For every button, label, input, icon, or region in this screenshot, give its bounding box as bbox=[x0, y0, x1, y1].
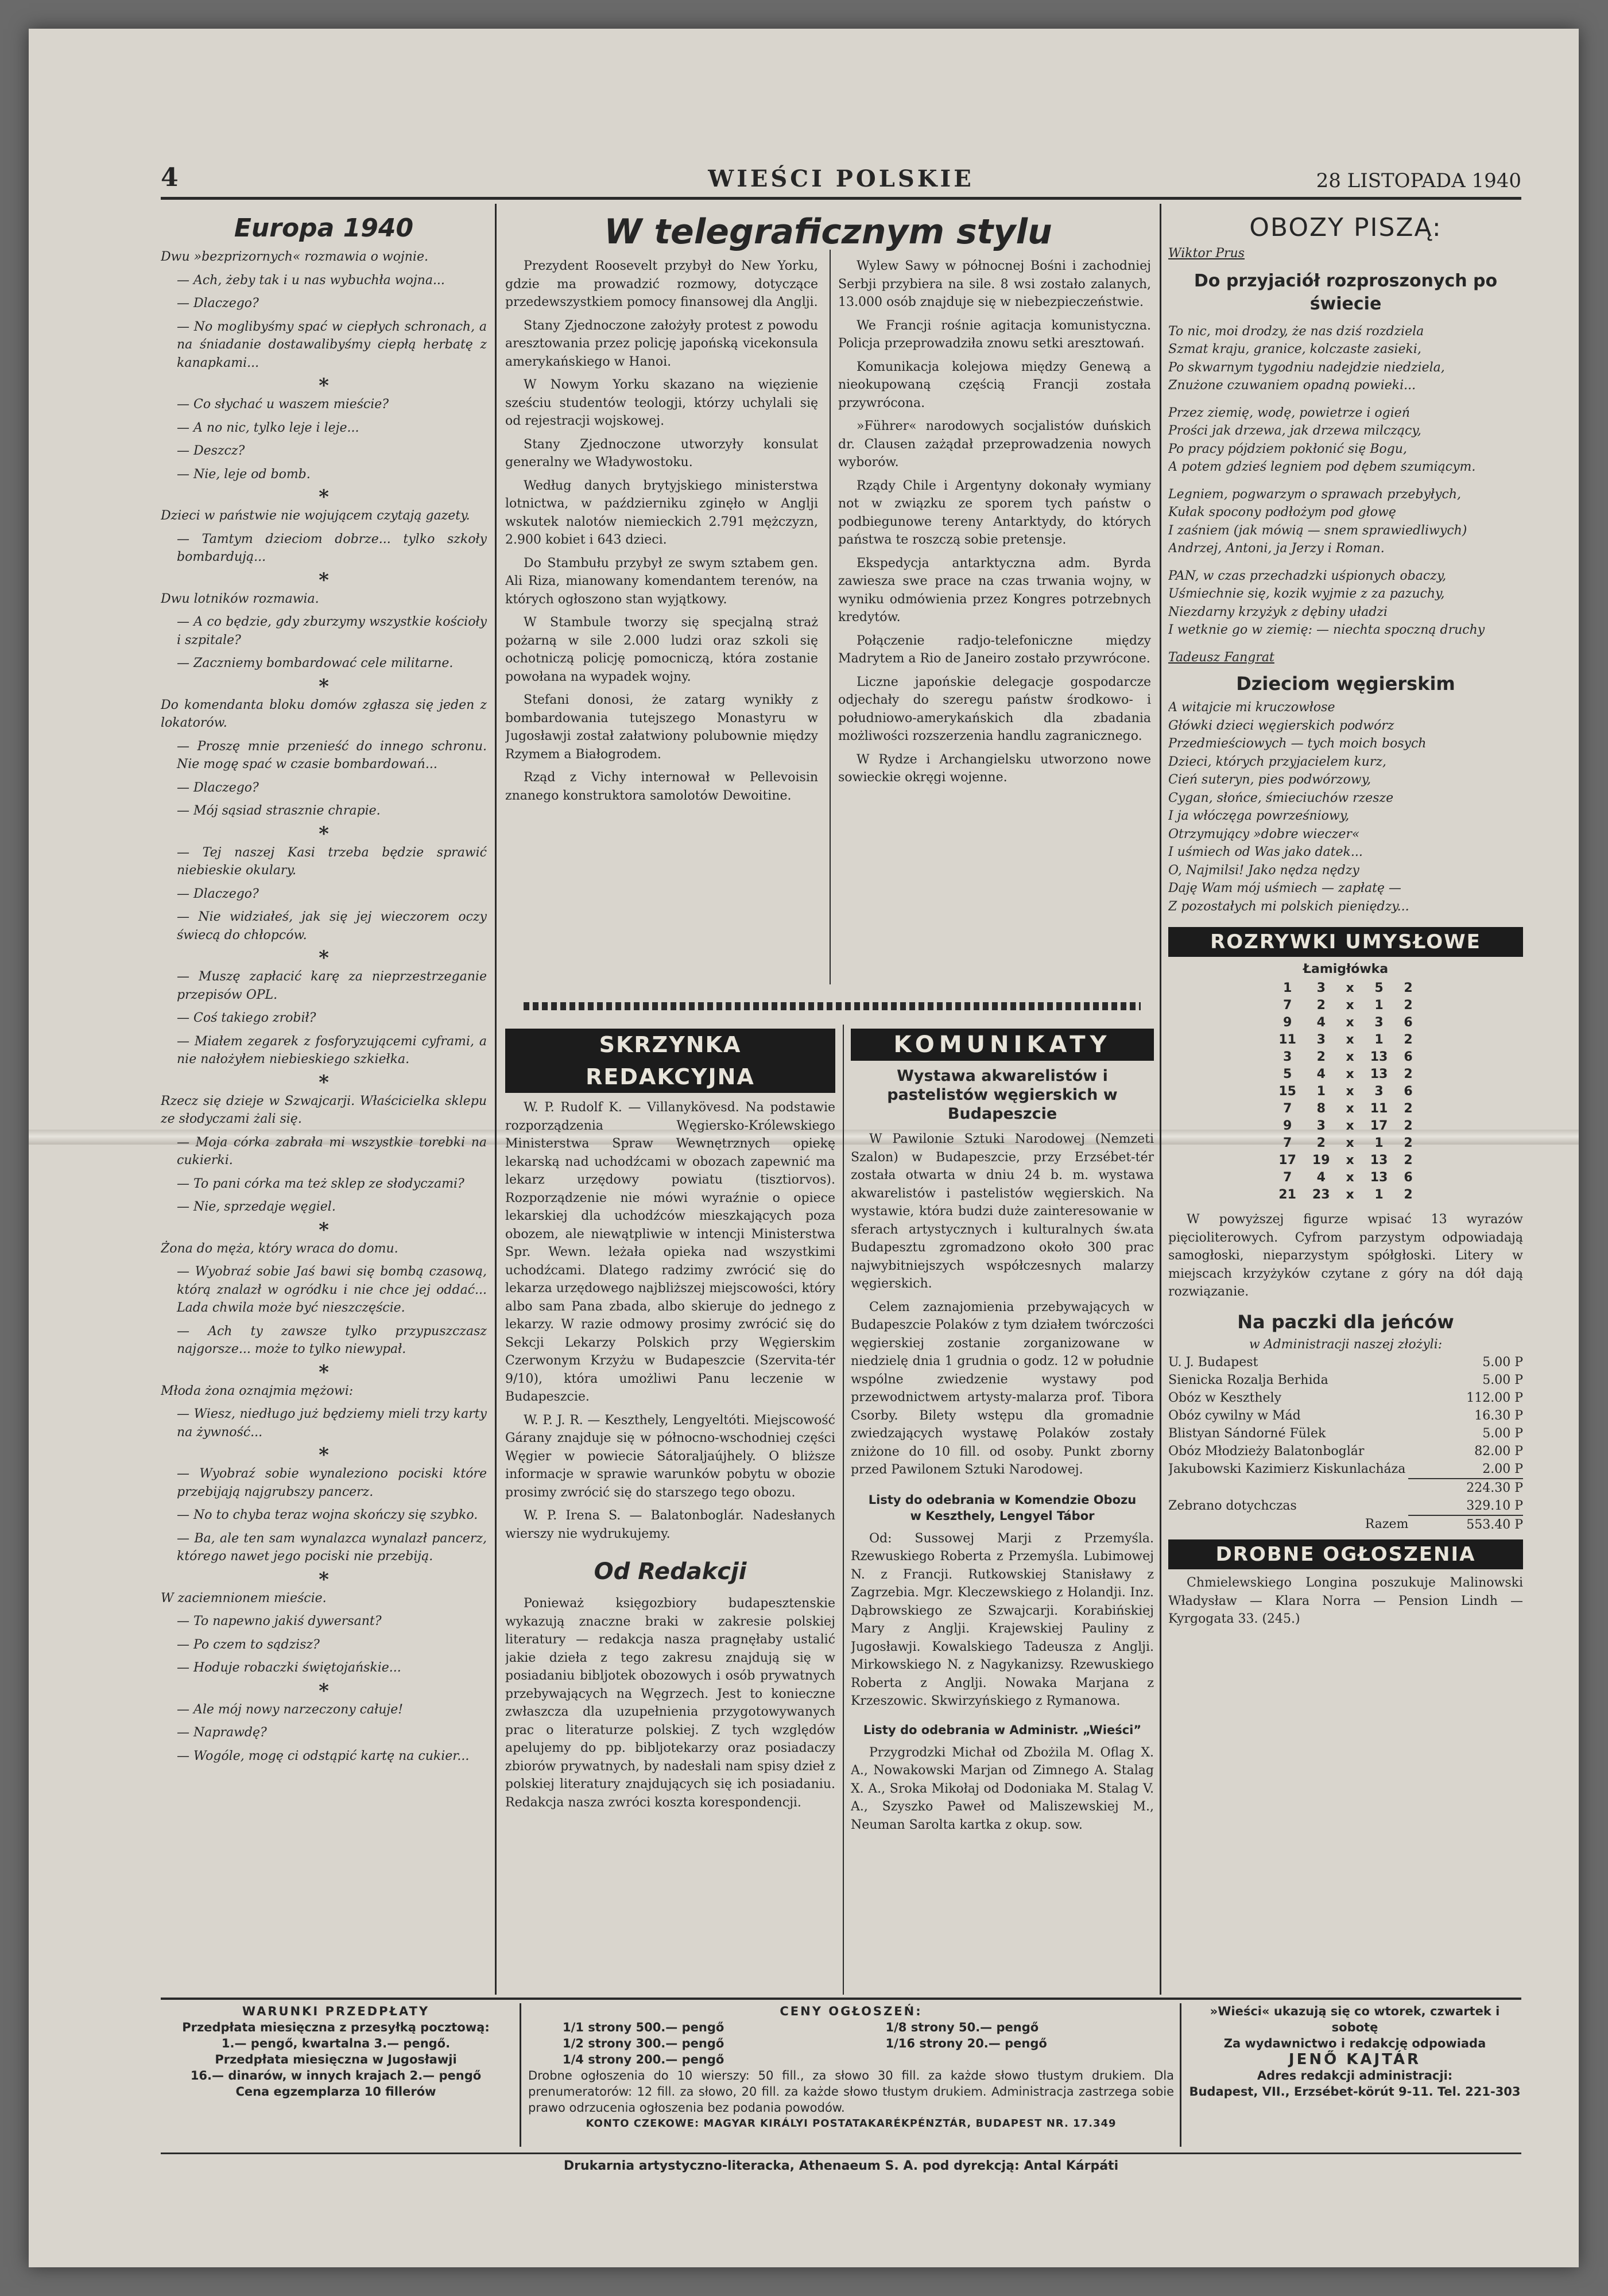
puzzle-cell: 2 bbox=[1316, 1050, 1326, 1064]
joke-line: — Moja córka zabrała mi wszystkie torebki na cukierki. bbox=[177, 1135, 487, 1168]
footer-top-rule bbox=[161, 1998, 1521, 2000]
puzzle-cell: 2 bbox=[1404, 1136, 1413, 1150]
joke-line: Młoda żona oznajmia mężowi: bbox=[161, 1383, 354, 1398]
joke-line: — Dlaczego? bbox=[177, 886, 259, 901]
paczki-title: Na paczki dla jeńców bbox=[1237, 1310, 1454, 1333]
drobne-ad: Chmielewskiego Longina poszukuje Malinowski Władysław — Klara Norra — Pension Lindh — Kyrgogata 33. bbox=[1168, 1576, 1523, 1626]
puzzle-cell: 4 bbox=[1316, 1170, 1326, 1185]
joke-separator: * bbox=[319, 1218, 329, 1242]
reply-letter: W. P. Irena S. — Balatonboglár. Nadesłanych wierszy nie wydrukujemy. bbox=[505, 1508, 835, 1541]
joke-line: — Wyobraź sobie wynaleziono pociski które przebijają najgrubszy pancerz. bbox=[177, 1467, 487, 1499]
wystawa-heading: Wystawa akwarelistów i pastelistów węgierskich w Budapeszcie bbox=[887, 1067, 1118, 1123]
joke-line: Do komendanta bloku domów zgłasza się jeden z lokatorów. bbox=[161, 697, 487, 730]
footer-ceny bbox=[528, 2003, 1174, 2175]
reply-letter: W. P. Rudolf K. — Villanykövesd. Na podstawie rozporządzenia Węgiersko-Królewskiego Ministerstwa Spraw Wewnętrznych opiekę lekarską nad uchodźcami w obozach zapewnić ma lekarz urzędowy powiatu (tisztiorvos). Rozporządzenie nie mówi wyraźnie o opiece lekarskiej dla uchodźców mieszkających poza obozem, ale niewątpliwie w intencji Ministerstwa Spr. Wewn. leżała opieka nad wszystkimi uchodźcami. Dlatego radzimy zwrócić się do lekarza urzędowego najbliższej miejscowości, który albo sam Pana zbada, albo skieruje do jednego z lekarzy. W razie odmowy prosimy zwrócić się do Sekcji Lekarzy Polskich przy Węgierskim Czerwonym Krzyżu w Budapeszcie (Szervita-tér 9/10), która umożliwi Panu leczenie w Budapeszcie. bbox=[505, 1100, 835, 1404]
donation-amount: 2.00 P bbox=[1482, 1462, 1523, 1476]
puzzle-cell: 2 bbox=[1404, 998, 1413, 1013]
paczki-subtotal: 224.30 P bbox=[1408, 1479, 1523, 1497]
zebrano-value: 329.10 P bbox=[1466, 1499, 1523, 1513]
joke-line: — Nie, sprzedaje węgiel. bbox=[177, 1200, 336, 1214]
puzzle-cell: 2 bbox=[1404, 1102, 1413, 1116]
skrzynka-letters bbox=[505, 1099, 835, 1543]
poem-dzieciom bbox=[1168, 699, 1523, 916]
donation-row bbox=[1168, 1353, 1523, 1371]
wystawa-para-2: Celem zaznajomienia przebywających w Budapeszcie Polaków z tym działem twórczości węgierskiej zostanie zorganizowane w niedzielę dnia 1 grudnia o godz. 12 w południe wspólne zwiedzenie wystawy pod przewodnictwem artysty-malarza prof. Tibora Csorby. Bilety wstępu dla gromadnie zwiedzających wystawę Polaków zostały zniżone do 10 fill. od osoby. Punkt zborny przed Pawilonem Sztuki Narodowej. bbox=[851, 1300, 1154, 1477]
footer-redakcja bbox=[1188, 2003, 1521, 2175]
joke-line: — No to chyba teraz wojna skończy się szybko. bbox=[177, 1508, 478, 1522]
ceny-text: Drobne ogłoszenia do 10 wierszy: 50 fill., za słowo 30 fill. za każde słowo tłustym drukiem. Dla prenumeratorów: 12 fill. za słowo, 20 fill. za każde słowo tłustym drukiem. Administracja zastrzega sobie prawo odrzucenia ogłoszenia bez podania powodów. bbox=[528, 2069, 1174, 2115]
poem-line: Prości jak drzewa, jak drzewa milczący, bbox=[1168, 424, 1421, 438]
news-item: Według danych brytyjskiego ministerstwa lotnictwa, w październiku zginęło w Anglji wskutek nalotów niemieckich 2.791 mężczyzn, 2.900 kobiet i 643 dzieci. bbox=[505, 478, 818, 547]
puzzle-cell: 17 bbox=[1278, 1153, 1296, 1168]
joke-line: — Co słychać u waszem mieście? bbox=[177, 397, 389, 412]
ceny-row bbox=[528, 2019, 1174, 2035]
donation-amount: 5.00 P bbox=[1482, 1426, 1523, 1441]
joke-separator: * bbox=[319, 1444, 329, 1467]
column-rule-right bbox=[1160, 204, 1161, 1995]
puzzle-cell: 3 bbox=[1316, 1033, 1326, 1047]
joke-separator: * bbox=[319, 1071, 329, 1094]
page-header bbox=[161, 160, 1521, 200]
poem-line: Niezdarny krzyżyk z dębiny uładzi bbox=[1168, 604, 1388, 619]
poem1-stanza bbox=[1168, 404, 1523, 476]
puzzle-cell: 13 bbox=[1370, 1050, 1388, 1064]
puzzle-row bbox=[1270, 1169, 1420, 1186]
puzzle-cell: 17 bbox=[1370, 1119, 1388, 1133]
donor-name: Obóz w Keszthely bbox=[1168, 1391, 1282, 1405]
puzzle-cell: 21 bbox=[1278, 1188, 1296, 1202]
puzzle-cell: 6 bbox=[1404, 1050, 1413, 1064]
reply-letter: W. P. J. R. — Keszthely, Lengyeltóti. Miejscowość Gárany znajduje się w północno-wschodniej części Węgier w powiecie Sátoraljaújhely. O bliższe informacje w sprawie warunków pobytu w obozie prosimy zwrócić się do starszego tego obozu. bbox=[505, 1413, 835, 1500]
puzzle-cell: 2 bbox=[1404, 1033, 1413, 1047]
razem-label: Razem bbox=[1365, 1517, 1409, 1531]
news-item: Wylew Sawy w północnej Bośni i zachodniej Serbji przybiera na sile. 8 wsi zostało zalanych, 13.000 osób znajduje się w niebezpieczeństwie. bbox=[838, 259, 1151, 309]
puzzle-cell: x bbox=[1346, 1015, 1354, 1030]
puzzle-cell: x bbox=[1346, 1136, 1354, 1150]
ceny-row bbox=[528, 2051, 1174, 2068]
redakcja-line: JENŐ KAJTÁR bbox=[1288, 2051, 1421, 2068]
poem-line: Kułak spocony podłożym pod głowę bbox=[1168, 505, 1396, 519]
news-item: Prezydent Roosevelt przybył do New Yorku, gdzie ma prowadzić rozmowy, dotyczące przedewszystkiem pomocy finansowej dla Anglji. bbox=[505, 259, 818, 309]
news-item: Ekspedycja antarktyczna adm. Byrda zawiesza swe prace na czas trwania wojny, w wyniku odmówienia przez Kongres potrzebnych kredytów. bbox=[838, 556, 1151, 625]
joke-line: — Ba, ale ten sam wynalazca wynalazł pancerz, którego nawet jego pociski nie przebiją. bbox=[177, 1531, 487, 1564]
joke-line: — To pani córka ma też sklep ze słodyczami? bbox=[177, 1176, 464, 1191]
paczki-totals bbox=[1168, 1478, 1523, 1534]
warunki-lines bbox=[161, 2019, 511, 2100]
poem-line: Przedmieściowych — tych moich bosych bbox=[1168, 736, 1427, 751]
poem-line: I ja włóczęga powrześniowy, bbox=[1168, 809, 1350, 823]
listy-wiesci-text: Przygrodzki Michał od Zbożila M. Oflag X. A., Nowakowski Marjan od Zimnego A. Stalag X. A., Sroka Mikołaj od Dodoniaka M. Stalag V. A., Szyszko Paweł od Maliszewskiej M., Neuman Sarolta kartka z okup. sow. bbox=[851, 1745, 1154, 1832]
printer-line: Drukarnia artystyczno-literacka, Athenaeum S. A. pod dyrekcją: Antal Kárpáti bbox=[563, 2159, 1119, 2173]
puzzle-cell: x bbox=[1346, 981, 1354, 995]
joke-line: — Miałem zegarek z fosforyzującemi cyframi, a nie nałożyłem niebieskiego szkiełka. bbox=[177, 1034, 487, 1066]
lamiglowka-title: Łamigłówka bbox=[1303, 962, 1389, 976]
ceny-cell: 1/16 strony 20.— pengő bbox=[885, 2037, 1047, 2050]
od-redakcji-title: Od Redakcji bbox=[594, 1558, 747, 1585]
donation-amount: 82.00 P bbox=[1474, 1444, 1523, 1459]
puzzle-cell: 1 bbox=[1316, 1084, 1326, 1099]
telegraf-title: W telegraficznym stylu bbox=[604, 212, 1052, 252]
poem-line: Po pracy pójdziem pokłonić się Bogu, bbox=[1168, 441, 1407, 456]
puzzle-cell: 6 bbox=[1404, 1170, 1413, 1185]
poem-line: Andrzej, Antoni, ja Jerzy i Roman. bbox=[1168, 541, 1385, 556]
puzzle-cell: 3 bbox=[1374, 1084, 1384, 1099]
joke-line: — Po czem to sądzisz? bbox=[177, 1637, 320, 1652]
newspaper-page bbox=[29, 29, 1579, 2267]
puzzle-row bbox=[1270, 980, 1420, 997]
razem-value: 553.40 P bbox=[1408, 1515, 1523, 1534]
puzzle-cell: 1 bbox=[1374, 998, 1384, 1013]
joke-line: — Wogóle, mogę ci odstąpić kartę na cukier... bbox=[177, 1748, 470, 1763]
zebrano-label: Zebrano dotychczas bbox=[1168, 1499, 1297, 1513]
od-redakcji-text: Ponieważ księgozbiory budapesztenskie wykazują znaczne braki w zakresie polskiej literatury — redakcja nasza pragnęłaby ustalić jakie dzieła z tego zakresu znajdują się w posiadaniu bibljotek obozowych i osób prywatnych przebywających na Węgrzech. Jest to konieczne zwłaszcza dla uzupełnienia przygotowywanych prac o literaturze polskiej. Z tych względów apelujemy do pp. bibljotekarzy oraz posiadaczy zbiorów prywatnych, by nadesłali nam spisy dzieł z polskiej literatury znajdujących się ich posiadaniu. Redakcja nasza zwróci koszta korespondencji. bbox=[505, 1596, 835, 1810]
konto: KONTO CZEKOWE: MAGYAR KIRÁLYI POSTATAKARÉKPÉNZTÁR, BUDAPEST NR. 17.349 bbox=[586, 2117, 1117, 2130]
puzzle-cell: 9 bbox=[1282, 1119, 1292, 1133]
puzzle-cell: 8 bbox=[1316, 1102, 1326, 1116]
section-divider bbox=[524, 999, 1141, 1014]
joke-line: Dwu lotników rozmawia. bbox=[161, 591, 319, 606]
redakcja-line: Adres redakcji administracji: bbox=[1257, 2069, 1453, 2082]
joke-line: — Mój sąsiad strasznie chrapie. bbox=[177, 804, 381, 818]
puzzle-cell: 2 bbox=[1404, 981, 1413, 995]
footer-bottom-rule bbox=[161, 2152, 1521, 2154]
poem-line: Po skwarnym tygodniu nadejdzie niedziela, bbox=[1168, 360, 1445, 375]
joke-separator: * bbox=[319, 822, 329, 846]
puzzle-cell: 6 bbox=[1404, 1084, 1413, 1099]
poem-line: A witajcie mi kruczowłose bbox=[1168, 700, 1335, 715]
puzzle-cell: 4 bbox=[1316, 1015, 1326, 1030]
puzzle-row bbox=[1270, 1186, 1420, 1204]
puzzle-cell: 13 bbox=[1370, 1067, 1388, 1081]
warunki-line: Przedpłata miesięczna z przesyłką pocztową: bbox=[182, 2020, 490, 2034]
poem-przyjaciol bbox=[1168, 323, 1523, 639]
issue-date: 28 LISTOPADA 1940 bbox=[1316, 169, 1521, 192]
telegraf-right-column bbox=[838, 257, 1151, 810]
puzzle-cell: 7 bbox=[1282, 1136, 1292, 1150]
column-rule-left bbox=[495, 204, 497, 1995]
news-item: W Stambule tworzy się specjalną straż pożarną w sile 2.000 ludzi oraz szkoli się ochotniczą policję pomocniczą, która zostanie powołana na wypadek wojny. bbox=[505, 615, 818, 684]
poem1-title: Do przyjaciół rozproszonych po świecie bbox=[1194, 270, 1498, 314]
poem1-stanza bbox=[1168, 567, 1523, 639]
puzzle-cell: 11 bbox=[1370, 1102, 1388, 1116]
joke-line: — Dlaczego? bbox=[177, 780, 259, 795]
warunki-line: 1.— pengő, kwartalna 3.— pengő. bbox=[221, 2037, 451, 2050]
poem1-stanza bbox=[1168, 486, 1523, 558]
donation-row bbox=[1168, 1371, 1523, 1389]
redakcja-line: Budapest, VII., Erzsébet-körút 9-11. Tel. 221-303 bbox=[1189, 2085, 1521, 2099]
puzzle-cell: x bbox=[1346, 1067, 1354, 1081]
joke-line: — Muszę zapłacić karę za nieprzestrzeganie przepisów OPL. bbox=[177, 969, 487, 1002]
news-item: W Nowym Yorku skazano na więzienie sześciu studentów teologji, którzy uchylali się od rejestracji wojskowej. bbox=[505, 378, 818, 428]
donation-row bbox=[1168, 1407, 1523, 1425]
ceny-cell bbox=[851, 2051, 1175, 2068]
puzzle-cell: 13 bbox=[1370, 1153, 1388, 1168]
joke-line: — Tamtym dzieciom dobrze... tylko szkoły bombardują... bbox=[177, 532, 487, 564]
europa-jokes bbox=[161, 248, 487, 1765]
puzzle-cell: 3 bbox=[1316, 981, 1326, 995]
listy-keszthely-text: Od: Sussowej Marji z Przemyśla. Rzewuskiego Roberta z Przemyśla. Lubimowej N. z Francji. Rutkowskiej Stanisławy z Zagrzebia. Mgr. Kleczewskiego z Holandji. Inz. Dąbrowskiego ze Szwajcarji. Korabińskiej Mary z Anglji. Krajewskiej Pauliny z Jugosławji. Kowalskiego Tadeusza z Anglji. Mirkowskiego N. z Nagykanizsy. Rzewuskiego Roberta z Anglji. Nowaka Marjana z Krzeszowic. Skwirzyńskiego z Rymanowa. bbox=[851, 1531, 1154, 1708]
skrzynka-title: SKRZYNKA REDAKCYJNA bbox=[505, 1029, 835, 1093]
joke-separator: * bbox=[319, 1360, 329, 1384]
joke-line: — Ale mój nowy narzeczony całuje! bbox=[177, 1702, 404, 1717]
puzzle-cell: x bbox=[1346, 1084, 1354, 1099]
redakcja-line: »Wieści« ukazują się co wtorek, czwartek i sobotę bbox=[1210, 2004, 1500, 2034]
puzzle-cell: x bbox=[1346, 1153, 1354, 1168]
puzzle-cell: 11 bbox=[1278, 1033, 1296, 1047]
puzzle-cell: x bbox=[1346, 1170, 1354, 1185]
joke-line: — No moglibyśmy spać w ciepłych schronach, a na śniadanie dostawalibyśmy ciepłą herbatę z kanapkami... bbox=[177, 319, 487, 370]
poem-line: Główki dzieci węgierskich podwórz bbox=[1168, 718, 1394, 733]
europa-title: Europa 1940 bbox=[234, 214, 414, 243]
puzzle-cell: 3 bbox=[1316, 1119, 1326, 1133]
news-item: »Führer« narodowych socjalistów duńskich dr. Clausen zażądał przeprowadzenia nowych wyborów. bbox=[838, 419, 1151, 470]
puzzle-cell: 15 bbox=[1278, 1084, 1296, 1099]
puzzle-cell: 2 bbox=[1316, 1136, 1326, 1150]
poem2-title: Dzieciom węgierskim bbox=[1236, 673, 1455, 695]
joke-line: — Nie, leje od bomb. bbox=[177, 467, 311, 482]
puzzle-cell: 4 bbox=[1316, 1067, 1326, 1081]
joke-line: — Zaczniemy bombardować cele militarne. bbox=[177, 656, 454, 670]
lamiglowka-instructions: W powyższej figurze wpisać 13 wyrazów pięcioliterowych. Cyfrom parzystym odpowiadają samogłoski, nieparzystym spółgłoski. Litery w miejscach krzyżyków czytane z góry na dół dają rozwiązanie. bbox=[1168, 1212, 1523, 1299]
news-item: Stefani donosi, że zatarg wynikły z bombardowania tutejszego Monastyru w Jugosławji został załatwiony polubownie między Rzymem a Białogrodem. bbox=[505, 693, 818, 762]
news-item: W Rydze i Archangielsku utworzono nowe sowieckie okręgi wojenne. bbox=[838, 752, 1151, 785]
news-item: Komunikacja kolejowa między Genewą a nieokupowaną częścią Francji została przywrócona. bbox=[838, 359, 1151, 410]
puzzle-row bbox=[1270, 1118, 1420, 1135]
puzzle-cell: 9 bbox=[1282, 1015, 1292, 1030]
news-item: Liczne japońskie delegacje gospodarcze odjechały do szeregu państw środkowo- i południowo-amerykańskich dla zbadania możliwości rozszerzenia handlu zagranicznego. bbox=[838, 674, 1151, 743]
poem-line: Dzieci, których przyjacielem kurz, bbox=[1168, 754, 1386, 769]
puzzle-cell: 1 bbox=[1374, 1136, 1384, 1150]
puzzle-cell: 3 bbox=[1282, 1050, 1292, 1064]
masthead: WIEŚCI POLSKIE bbox=[708, 165, 974, 192]
listy-keszthely-title: Listy do odebrania w Komendzie Obozu w Keszthely, Lengyel Tábor bbox=[868, 1492, 1137, 1523]
puzzle-cell: x bbox=[1346, 1188, 1354, 1202]
news-item: Stany Zjednoczone utworzyły konsulat generalny we Władywostoku. bbox=[505, 437, 818, 470]
poem-line: I zaśniem (jak mówią — snem sprawiedliwych) bbox=[1168, 523, 1467, 538]
puzzle-cell: x bbox=[1346, 1119, 1354, 1133]
joke-line: — To napewno jakiś dywersant? bbox=[177, 1614, 382, 1628]
donor-name: U. J. Budapest bbox=[1168, 1355, 1258, 1370]
footer-rule-1 bbox=[520, 2003, 521, 2147]
donor-name: Sienicka Rozalja Berhida bbox=[1168, 1373, 1328, 1387]
puzzle-cell: 23 bbox=[1312, 1188, 1330, 1202]
news-item: Rządy Chile i Argentyny dokonały wymiany not w związku ze sporem tych państw o podbiegunowe tereny Antarktydy, do których państwa te roszczą sobie pretensje. bbox=[838, 478, 1151, 547]
news-item: We Francji rośnie agitacja komunistyczna. Policja przeprowadziła znowu setki aresztowań. bbox=[838, 318, 1151, 351]
donor-name: Jakubowski Kazimierz Kiskunlacháza bbox=[1168, 1462, 1406, 1476]
poem-line: Cygan, słońce, śmieciuchów rzesze bbox=[1168, 790, 1394, 805]
poem-line: Uśmiechnie się, kozik wyjmie z za pazuchy, bbox=[1168, 587, 1445, 601]
poem-line: Przez ziemię, wodę, powietrze i ogień bbox=[1168, 405, 1410, 420]
puzzle-cell: 7 bbox=[1282, 1170, 1292, 1185]
puzzle-cell: 5 bbox=[1374, 981, 1384, 995]
ceny-table bbox=[528, 2019, 1174, 2068]
puzzle-cell: 19 bbox=[1312, 1153, 1330, 1168]
joke-separator: * bbox=[319, 486, 329, 509]
poem-line: A potem gdzieś legniem pod dębem szumiącym. bbox=[1168, 460, 1476, 474]
donation-row bbox=[1168, 1460, 1523, 1478]
puzzle-row bbox=[1270, 1135, 1420, 1152]
donation-row bbox=[1168, 1442, 1523, 1460]
joke-line: — Naprawdę? bbox=[177, 1725, 267, 1740]
poem-line: Z pozostałych mi polskich pieniędzy... bbox=[1168, 899, 1409, 914]
ceny-cell: 1/4 strony 200.— pengő bbox=[563, 2053, 724, 2066]
puzzle-cell: 2 bbox=[1404, 1119, 1413, 1133]
poem-line: Daję Wam mój uśmiech — zapłatę — bbox=[1168, 881, 1401, 895]
listy-wiesci-title: Listy do odebrania w Administr. „Wieści” bbox=[863, 1723, 1142, 1737]
joke-line: W zaciemnionem mieście. bbox=[161, 1591, 327, 1605]
donation-amount: 5.00 P bbox=[1482, 1373, 1523, 1387]
warunki-line: 16.— dinarów, w innych krajach 2.— pengő bbox=[190, 2069, 482, 2082]
joke-line: — Deszcz? bbox=[177, 444, 245, 458]
puzzle-cell: x bbox=[1346, 998, 1354, 1013]
poem-line: PAN, w czas przechadzki uśpionych obaczy, bbox=[1168, 568, 1447, 583]
lamiglowka-grid bbox=[1270, 980, 1420, 1204]
joke-line: — Wiesz, niedługo już będziemy mieli trzy karty na żywność... bbox=[177, 1407, 487, 1440]
puzzle-row bbox=[1270, 1031, 1420, 1049]
poem-line: Otrzymujący »dobre wieczer« bbox=[1168, 827, 1360, 841]
puzzle-cell: 13 bbox=[1370, 1170, 1388, 1185]
news-item: Połączenie radjo-telefoniczne między Madrytem a Rio de Janeiro zostało przywrócone. bbox=[838, 633, 1151, 666]
warunki-line: Cena egzemplarza 10 fillerów bbox=[235, 2085, 436, 2099]
ceny-row bbox=[528, 2035, 1174, 2051]
joke-separator: * bbox=[319, 1568, 329, 1591]
puzzle-cell: 6 bbox=[1404, 1015, 1413, 1030]
donation-row bbox=[1168, 1425, 1523, 1442]
komunikaty-title: KOMUNIKATY bbox=[851, 1029, 1154, 1061]
puzzle-cell: 3 bbox=[1374, 1015, 1384, 1030]
poem-line: O, Najmilsi! Jako nędza nędzy bbox=[1168, 863, 1359, 878]
author-prus: Wiktor Prus bbox=[1168, 246, 1245, 261]
puzzle-row bbox=[1270, 997, 1420, 1014]
joke-separator: * bbox=[319, 568, 329, 592]
poem-line: I wetknie go w ziemię: — niechta spoczną druchy bbox=[1168, 623, 1485, 637]
redakcja-line: Za wydawnictwo i redakcję odpowiada bbox=[1223, 2037, 1486, 2050]
author-fangrat: Tadeusz Fangrat bbox=[1168, 650, 1274, 665]
warunki-title: WARUNKI PRZEDPŁATY bbox=[242, 2004, 430, 2018]
joke-line: Żona do męża, który wraca do domu. bbox=[161, 1241, 398, 1256]
donor-name: Blistyan Sándorné Fülek bbox=[1168, 1426, 1326, 1441]
puzzle-cell: x bbox=[1346, 1102, 1354, 1116]
joke-line: — Tej naszej Kasi trzeba będzie sprawić niebieskie okulary. bbox=[177, 845, 487, 878]
ceny-cell: 1/8 strony 50.— pengő bbox=[885, 2020, 1039, 2034]
puzzle-row bbox=[1270, 1049, 1420, 1066]
puzzle-row bbox=[1270, 1152, 1420, 1169]
puzzle-cell: 5 bbox=[1282, 1067, 1292, 1081]
middle-center-rule bbox=[843, 1025, 844, 1995]
joke-separator: * bbox=[319, 374, 329, 397]
puzzle-cell: x bbox=[1346, 1033, 1354, 1047]
donation-amount: 16.30 P bbox=[1474, 1409, 1523, 1423]
puzzle-cell: 2 bbox=[1404, 1188, 1413, 1202]
poem-line: Legniem, pogwarzym o sprawach przebyłych, bbox=[1168, 487, 1461, 502]
rozrywki-title: ROZRYWKI UMYSŁOWE bbox=[1168, 927, 1523, 957]
puzzle-cell: 2 bbox=[1316, 998, 1326, 1013]
puzzle-cell: 2 bbox=[1404, 1067, 1413, 1081]
joke-line: Dwu »bezprizornych« rozmawia o wojnie. bbox=[161, 250, 428, 264]
joke-line: — Ach ty zawsze tylko przypuszczasz najgorsze... może to tylko niewypał. bbox=[177, 1324, 487, 1356]
poem-line: I uśmiech od Was jako datek... bbox=[1168, 845, 1363, 859]
telegraf-left-column bbox=[505, 257, 818, 810]
drobne-number: (245.) bbox=[1262, 1612, 1300, 1626]
poem-line: Szmat kraju, granice, kolczaste zasieki, bbox=[1168, 342, 1421, 356]
warunki-line: Przedpłata miesięczna w Jugosławji bbox=[215, 2053, 457, 2066]
joke-line: — A no nic, tylko leje i leje... bbox=[177, 420, 359, 435]
puzzle-row bbox=[1270, 1014, 1420, 1031]
footer-rule-2 bbox=[1180, 2003, 1181, 2147]
right-column bbox=[1168, 211, 1523, 1994]
joke-line: — Hoduje robaczki świętojańskie... bbox=[177, 1661, 401, 1675]
komunikaty-section bbox=[851, 1029, 1154, 1993]
drobne-text bbox=[1168, 1574, 1523, 1628]
skrzynka-section bbox=[505, 1029, 835, 1993]
joke-separator: * bbox=[319, 1679, 329, 1702]
joke-line: — Nie widziałeś, jak się jej wieczorem oczy świecą do chłopców. bbox=[177, 910, 487, 943]
footer-warunki bbox=[161, 2003, 511, 2175]
puzzle-row bbox=[1270, 1100, 1420, 1118]
joke-line: Dzieci w państwie nie wojującem czytają gazety. bbox=[161, 509, 470, 523]
puzzle-cell: 1 bbox=[1374, 1033, 1384, 1047]
news-item: Do Stambułu przybył ze swym sztabem gen. Ali Riza, mianowany komendantem terenów, na których ogłoszono stan wyjątkowy. bbox=[505, 556, 818, 607]
drobne-title: DROBNE OGŁOSZENIA bbox=[1168, 1539, 1523, 1569]
puzzle-row bbox=[1270, 1083, 1420, 1100]
wystawa-para-1: W Pawilonie Sztuki Narodowej (Nemzeti Szalon) w Budapeszcie, przy Erzsébet-tér została otwarta w dniu 24 b. m. wystawa akwarelistów i pastelistów węgierskich. Na wystawie, która budzi duże zainteresowanie w sferach artystycznych i kulturalnych św.ata Budapesztu zgromadzono około 300 prac najwybitniejszych współczesnych malarzy węgierskich. bbox=[851, 1132, 1154, 1291]
donor-name: Obóz cywilny w Mád bbox=[1168, 1409, 1301, 1423]
news-item: Stany Zjednoczone założyły protest z powodu aresztowania przez policję japońską vicekonsula amerykańskiego w Hanoi. bbox=[505, 318, 818, 369]
joke-line: — Wyobraź sobie Jaś bawi się bombą czasową, którą znalazł w ogródku i nie chce jej oddać... Lada chwila może być nieszczęście. bbox=[177, 1265, 487, 1315]
obozy-title: OBOZY PISZĄ: bbox=[1249, 213, 1442, 242]
puzzle-cell: 7 bbox=[1282, 1102, 1292, 1116]
puzzle-cell: 2 bbox=[1404, 1153, 1413, 1168]
puzzle-cell: 1 bbox=[1374, 1188, 1384, 1202]
joke-separator: * bbox=[319, 947, 329, 969]
donation-row bbox=[1168, 1389, 1523, 1407]
ceny-cell: 1/2 strony 300.— pengő bbox=[563, 2037, 724, 2050]
donor-name: Obóz Młodzieży Balatonboglár bbox=[1168, 1444, 1365, 1459]
joke-line: — Proszę mnie przenieść do innego schronu. Nie mogę spać w czasie bombardowań... bbox=[177, 739, 487, 771]
joke-line: — Dlaczego? bbox=[177, 296, 259, 311]
joke-line: — A co będzie, gdy zburzymy wszystkie kościoły i szpitale? bbox=[177, 615, 487, 647]
poem1-stanza bbox=[1168, 323, 1523, 395]
puzzle-cell: 7 bbox=[1282, 998, 1292, 1013]
paczki-list bbox=[1168, 1353, 1523, 1478]
joke-line: Rzecz się dzieje w Szwajcarji. Właścicielka sklepu ze słodyczami żali się. bbox=[161, 1093, 487, 1126]
puzzle-cell: 1 bbox=[1282, 981, 1292, 995]
puzzle-row bbox=[1270, 1066, 1420, 1083]
poem-line: Cień suteryn, pies podwórzowy, bbox=[1168, 773, 1371, 787]
puzzle-cell: x bbox=[1346, 1050, 1354, 1064]
page-number: 4 bbox=[161, 163, 179, 192]
paczki-subtitle: w Administracji naszej złożyli: bbox=[1249, 1337, 1443, 1352]
donation-amount: 112.00 P bbox=[1466, 1391, 1523, 1405]
joke-line: — Coś takiego zrobił? bbox=[177, 1011, 316, 1025]
telegraf-section bbox=[505, 211, 1151, 986]
joke-line: — Ach, żeby tak i u nas wybuchła wojna... bbox=[177, 273, 445, 288]
poem-line: To nic, moi drodzy, że nas dziś rozdziela bbox=[1168, 324, 1424, 339]
news-item: Rząd z Vichy internował w Pellevoisin znanego konstruktora samolotów Dewoitine. bbox=[505, 770, 818, 803]
donation-amount: 5.00 P bbox=[1482, 1355, 1523, 1370]
ceny-cell: 1/1 strony 500.— pengő bbox=[563, 2020, 724, 2034]
joke-separator: * bbox=[319, 674, 329, 698]
column-europa-1940 bbox=[161, 211, 487, 1991]
poem-line: Znużone czuwaniem opadną powieki... bbox=[1168, 378, 1416, 393]
ceny-title: CENY OGŁOSZEŃ: bbox=[780, 2004, 923, 2018]
